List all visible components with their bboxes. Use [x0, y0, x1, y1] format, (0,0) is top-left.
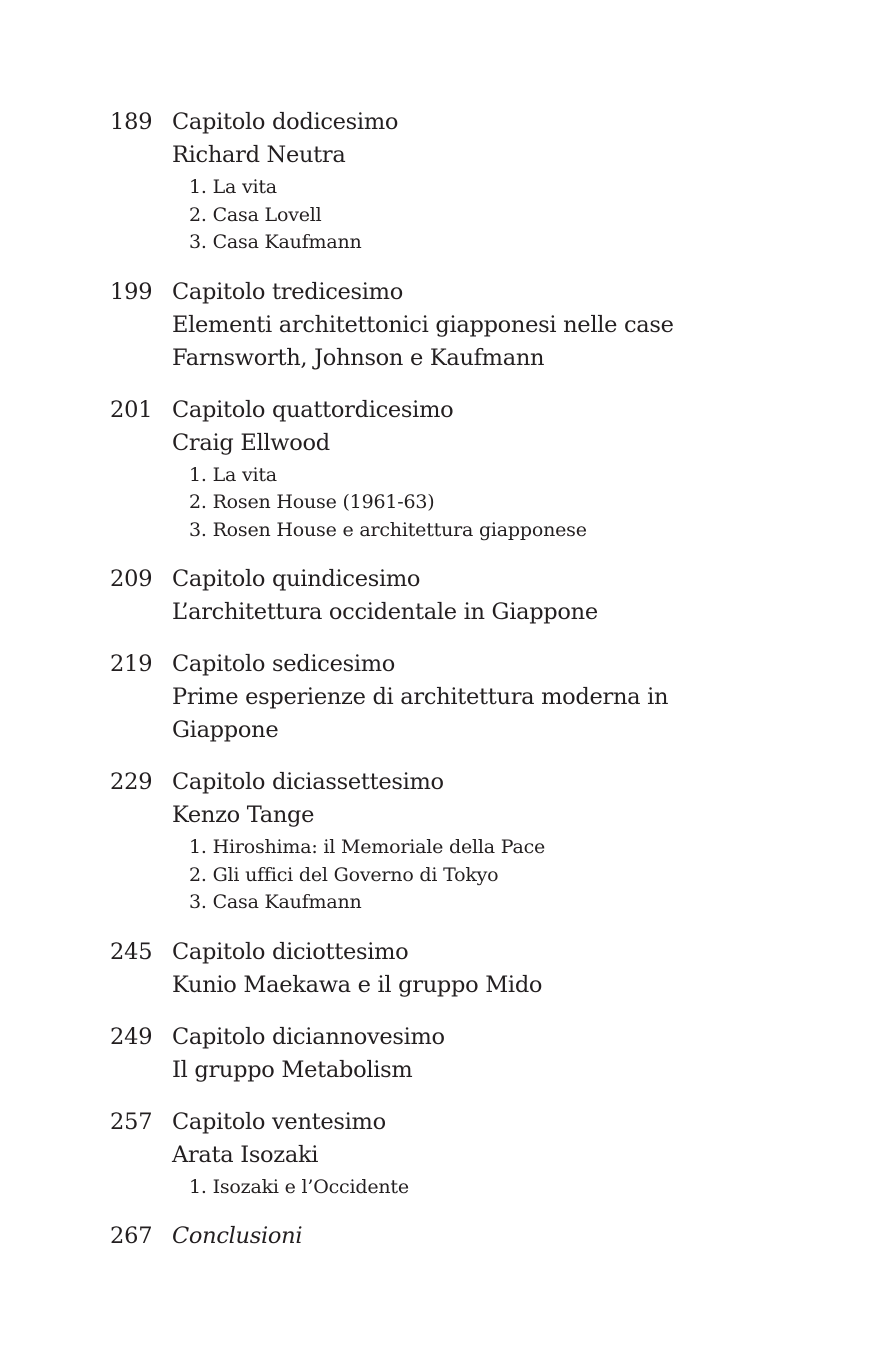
section-list: [172, 174, 810, 257]
section-list: [172, 1174, 810, 1202]
section-list: [172, 834, 810, 917]
section-item[interactable]: [189, 229, 810, 257]
section-item[interactable]: [189, 1174, 810, 1202]
toc-entry[interactable]: [110, 394, 810, 545]
section-item[interactable]: [189, 462, 810, 490]
section-item[interactable]: [189, 489, 810, 517]
section-number: 2 .: [189, 204, 213, 226]
chapter-title: Kenzo Tange: [172, 802, 315, 828]
toc-entry[interactable]: [110, 648, 810, 747]
section-number: 2 .: [189, 491, 213, 513]
toc-entry[interactable]: [110, 1106, 810, 1202]
entry-body: [172, 394, 810, 545]
section-number: 2 .: [189, 864, 213, 886]
page-number: 201: [110, 396, 153, 423]
entry-body: [172, 563, 810, 629]
section-number: 1 .: [189, 1176, 213, 1198]
chapter-label: Capitolo diciassettesimo: [172, 769, 444, 795]
chapter-label: Conclusioni: [172, 1223, 303, 1249]
chapter-title: L’architettura occidentale in Giappone: [172, 599, 598, 625]
page-number: 229: [110, 769, 153, 795]
section-item[interactable]: [189, 517, 810, 545]
section-text: Gli uffici del Governo di Tokyo: [212, 863, 499, 886]
toc-entry[interactable]: [110, 1220, 810, 1253]
chapter-label: Capitolo dodicesimo: [172, 109, 399, 135]
section-text: La vita: [212, 176, 277, 198]
entry-body: [172, 936, 810, 1002]
section-text: Casa Kaufmann: [212, 891, 362, 913]
chapter-title: Elementi architettonici giapponesi nelle case Farnsworth, Johnson e Kaufmann: [172, 311, 674, 371]
section-text: Rosen House (1961-63): [212, 491, 435, 513]
toc-entry[interactable]: [110, 276, 810, 375]
page-number: 245: [110, 938, 153, 965]
chapter-label: Capitolo sedicesimo: [172, 651, 396, 677]
chapter-label: Capitolo diciottesimo: [172, 938, 409, 965]
section-number: 3 .: [189, 519, 213, 541]
section-item[interactable]: [189, 862, 810, 890]
section-list: [172, 462, 810, 545]
toc-entry[interactable]: [110, 766, 810, 917]
section-text: Casa Kaufmann: [212, 231, 362, 253]
entry-body: [172, 276, 810, 375]
section-item[interactable]: [189, 889, 810, 917]
chapter-label: Capitolo ventesimo: [172, 1108, 386, 1135]
page-number: 189: [110, 109, 153, 135]
chapter-title: Craig Ellwood: [172, 429, 330, 456]
entry-body: [172, 648, 810, 747]
section-number: 1 .: [189, 464, 213, 486]
page-number: 209: [110, 566, 153, 592]
section-text: Rosen House e architettura giapponese: [212, 518, 587, 541]
entry-body: [172, 1106, 810, 1202]
entry-body: [172, 106, 810, 257]
section-number: 1 .: [189, 176, 213, 198]
section-text: Casa Lovell: [212, 203, 322, 226]
section-text: Isozaki e l’Occidente: [212, 1175, 409, 1198]
chapter-label: Capitolo quattordicesimo: [172, 396, 454, 423]
entry-body: [172, 1220, 810, 1253]
section-number: 3 .: [189, 231, 213, 253]
section-item[interactable]: [189, 834, 810, 862]
chapter-label: Capitolo diciannovesimo: [172, 1023, 445, 1050]
chapter-label: Capitolo tredicesimo: [172, 278, 403, 305]
page-number: 249: [110, 1023, 153, 1050]
chapter-title: Il gruppo Metabolism: [172, 1056, 413, 1083]
entry-body: [172, 766, 810, 917]
section-text: Hiroshima: il Memoriale della Pace: [212, 836, 546, 858]
chapter-title: Richard Neutra: [172, 142, 346, 168]
toc-entry[interactable]: [110, 936, 810, 1002]
section-number: 1 .: [189, 836, 213, 858]
section-text: La vita: [212, 463, 277, 486]
table-of-contents: [110, 106, 810, 1272]
entry-body: [172, 1021, 810, 1087]
page-number: 199: [110, 278, 153, 305]
chapter-title: Arata Isozaki: [172, 1141, 319, 1168]
page-number: 257: [110, 1108, 153, 1135]
toc-entry[interactable]: [110, 106, 810, 257]
page-number: 219: [110, 651, 153, 677]
toc-entry[interactable]: [110, 1021, 810, 1087]
section-number: 3 .: [189, 891, 213, 913]
chapter-title: Prime esperienze di architettura moderna in Giappone: [172, 684, 669, 743]
section-item[interactable]: [189, 202, 810, 230]
chapter-title: Kunio Maekawa e il gruppo Mido: [172, 971, 543, 998]
toc-entry[interactable]: [110, 563, 810, 629]
section-item[interactable]: [189, 174, 810, 202]
page-number: 267: [110, 1223, 153, 1249]
chapter-label: Capitolo quindicesimo: [172, 566, 421, 592]
